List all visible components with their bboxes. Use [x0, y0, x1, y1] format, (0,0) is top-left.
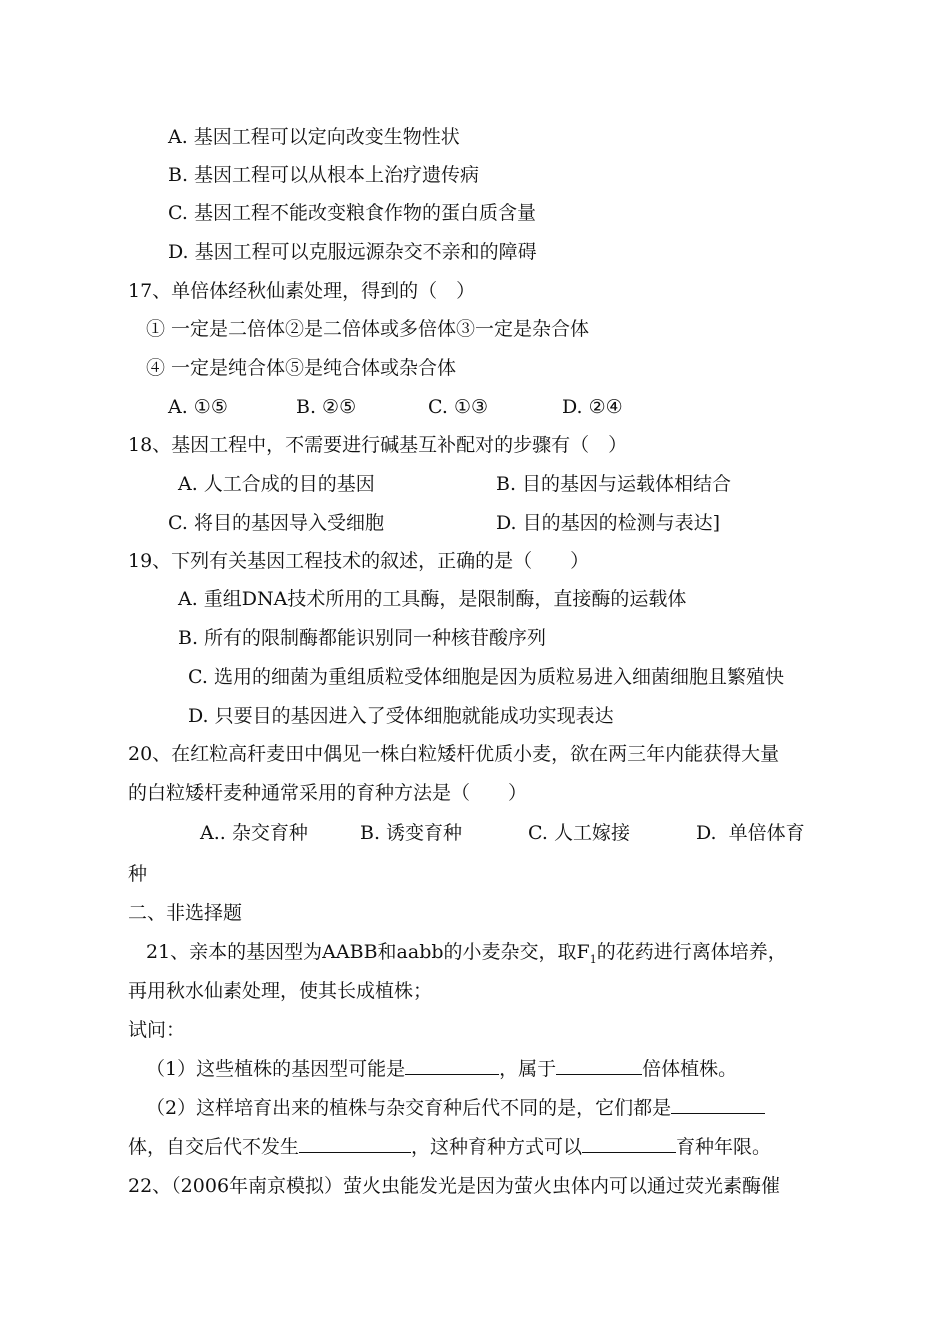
q20-option-d-continued: 种	[128, 863, 148, 885]
q21-stem-part-1: 21、亲本的基因型为AABB和aabb的小麦杂交，取F	[146, 941, 590, 963]
section-heading: 二、非选择题	[128, 902, 243, 924]
q21-stem-line-1	[146, 939, 787, 973]
q20-stem-line-2: 的白粒矮杆麦种通常采用的育种方法是（ ）	[128, 782, 528, 804]
q18-option-d: D. 目的基因的检测与表达]	[496, 512, 721, 534]
q20-option-d: D. 单倍体育	[696, 822, 805, 844]
q21-stem-part-2: 的花药进行离体培养，	[596, 941, 787, 963]
q17-stem: 17、单倍体经秋仙素处理，得到的（ ）	[128, 280, 476, 302]
q21-part-1-text-b: ，属于	[499, 1058, 557, 1080]
q19-option-c: C. 选用的细菌为重组质粒受体细胞是因为质粒易进入细菌细胞且繁殖快	[188, 666, 784, 688]
q20-stem-line-1: 20、在红粒高秆麦田中偶见一株白粒矮杆优质小麦，欲在两三年内能获得大量	[128, 743, 780, 765]
q21-stem-line-2: 再用秋水仙素处理，使其长成植株；	[128, 980, 433, 1002]
q16-option-d: D. 基因工程可以克服远源杂交不亲和的障碍	[168, 241, 537, 263]
q18-option-c: C. 将目的基因导入受细胞	[168, 512, 384, 534]
q21-ask: 试问：	[128, 1019, 186, 1041]
q22-stem: 22、（2006年南京模拟）萤火虫能发光是因为萤火虫体内可以通过荧光素酶催	[128, 1175, 781, 1197]
q18-option-a: A. 人工合成的目的基因	[178, 473, 375, 495]
q21-part-2-line-1	[146, 1095, 765, 1121]
q20-option-c: C. 人工嫁接	[528, 822, 630, 844]
q21-part-1-text-a: （1）这些植株的基因型可能是	[146, 1058, 406, 1080]
q19-option-d: D. 只要目的基因进入了受体细胞就能成功实现表达	[188, 705, 614, 727]
q21-part-2-line-2	[128, 1134, 771, 1160]
q21-part-1-text-c: 倍体植株。	[642, 1058, 738, 1080]
answer-blank-5[interactable]	[582, 1134, 676, 1153]
q21-subscript: 1	[589, 952, 597, 966]
answer-blank-2[interactable]	[556, 1056, 642, 1075]
answer-blank-1[interactable]	[405, 1056, 499, 1075]
q17-option-b: B. ②⑤	[296, 396, 357, 418]
q20-option-a: A.. 杂交育种	[200, 822, 308, 844]
q18-stem: 18、基因工程中，不需要进行碱基互补配对的步骤有（ ）	[128, 434, 628, 456]
q17-option-c: C. ①③	[428, 396, 489, 418]
q21-part-2-text-c: ，这种育种方式可以	[411, 1136, 583, 1158]
q20-option-b: B. 诱变育种	[360, 822, 463, 844]
q17-option-a: A. ①⑤	[168, 396, 228, 418]
answer-blank-3[interactable]	[671, 1095, 765, 1114]
q16-option-b: B. 基因工程可以从根本上治疗遗传病	[168, 164, 480, 186]
q21-part-2-text-b: 体，自交后代不发生	[128, 1136, 300, 1158]
q21-part-2-text-d: 育种年限。	[676, 1136, 772, 1158]
q19-option-b: B. 所有的限制酶都能识别同一种核苷酸序列	[178, 627, 547, 649]
q16-option-c: C. 基因工程不能改变粮食作物的蛋白质含量	[168, 202, 536, 224]
q19-stem: 19、下列有关基因工程技术的叙述，正确的是（ ）	[128, 550, 590, 572]
q17-statement-line-2: ④ 一定是纯合体⑤是纯合体或杂合体	[146, 357, 457, 379]
q19-option-a: A. 重组DNA技术所用的工具酶，是限制酶，直接酶的运载体	[178, 588, 687, 610]
q17-statement-line-1: ① 一定是二倍体②是二倍体或多倍体③一定是杂合体	[146, 318, 590, 340]
q21-part-1	[146, 1056, 737, 1082]
answer-blank-4[interactable]	[299, 1134, 411, 1153]
q16-option-a: A. 基因工程可以定向改变生物性状	[168, 126, 460, 148]
q18-option-b: B. 目的基因与运载体相结合	[496, 473, 732, 495]
q21-part-2-text-a: （2）这样培育出来的植株与杂交育种后代不同的是，它们都是	[146, 1097, 672, 1119]
q17-option-d: D. ②④	[562, 396, 623, 418]
